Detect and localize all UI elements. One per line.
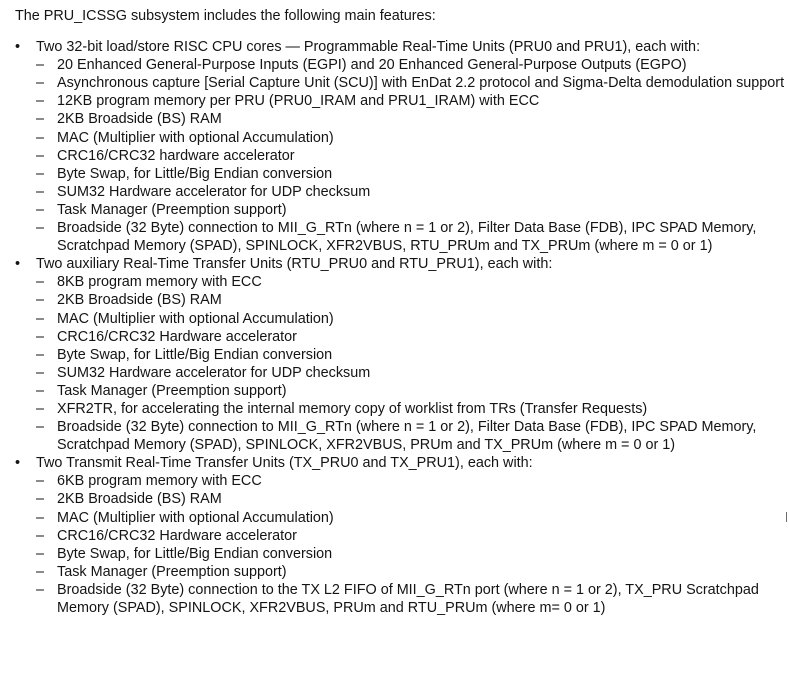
dash-marker: – [36,364,45,381]
dash-marker: – [36,111,45,128]
dash-marker: – [36,147,45,164]
dash-marker: – [36,292,45,309]
dash-marker: – [36,581,45,598]
list-item-text: Task Manager (Preemption support) [57,201,287,218]
dash-marker: – [36,509,45,526]
list-item [15,527,785,545]
dash-marker: – [36,328,45,345]
list-item [15,219,785,255]
bullet-marker: • [15,256,21,273]
list-item [15,110,785,128]
list-item [15,328,785,346]
list-item-text: SUM32 Hardware accelerator for UDP checksum [57,364,371,381]
list-item [15,92,785,110]
dash-marker: – [36,57,45,74]
dash-marker: – [36,310,45,327]
dash-marker: – [36,545,45,562]
list-item-text: Broadside (32 Byte) connection to MII_G_RTn (where n = 1 or 2), Filter Data Base (FDB), IPC SPAD Memory, Scratchpad Memory (SPAD), SPINLOCK, XFR2VBUS, RTU_PRUm and TX_PRUm (where m = 0 or 1) [57,220,757,255]
list-item-text: 20 Enhanced General-Purpose Inputs (EGPI) and 20 Enhanced General-Purpose Outputs (EGPO) [57,57,687,74]
feature-sublist [15,273,785,454]
dash-marker: – [36,563,45,580]
list-item [15,400,785,418]
feature-sublist [15,56,785,255]
list-item-text: XFR2TR, for accelerating the internal memory copy of worklist from TRs (Transfer Requests) [57,400,648,417]
list-item [15,165,785,183]
intro-paragraph: The PRU_ICSSG subsystem includes the following main features: [15,8,436,24]
dash-marker: – [36,346,45,363]
dash-marker: – [36,93,45,110]
list-item-text: Byte Swap, for Little/Big Endian conversion [57,165,333,182]
list-item-text: CRC16/CRC32 Hardware accelerator [57,527,297,544]
list-item [15,545,785,563]
list-item-text: MAC (Multiplier with optional Accumulation) [57,509,334,526]
list-item [15,490,785,508]
list-item-text: Byte Swap, for Little/Big Endian conversion [57,545,333,562]
list-item [15,382,785,400]
list-item [15,147,785,165]
feature-list [15,38,785,617]
list-item [15,56,785,74]
list-item-text: 6KB program memory with ECC [57,473,262,490]
list-item-text: SUM32 Hardware accelerator for UDP checksum [57,183,371,200]
list-item-text: Byte Swap, for Little/Big Endian conversion [57,346,333,363]
feature-group [15,255,785,454]
list-item-text: Task Manager (Preemption support) [57,563,287,580]
list-item [15,346,785,364]
feature-group [15,38,785,255]
list-item [15,201,785,219]
list-item-text: MAC (Multiplier with optional Accumulation) [57,129,334,146]
list-item [15,310,785,328]
list-item [15,509,785,527]
dash-marker: – [36,527,45,544]
page-edge-mark [786,512,787,522]
feature-group-heading [15,255,785,273]
list-item-text: 12KB program memory per PRU (PRU0_IRAM and PRU1_IRAM) with ECC [57,93,540,110]
feature-sublist [15,472,785,617]
list-item [15,183,785,201]
document-body [15,7,785,617]
feature-group-label: Two auxiliary Real-Time Transfer Units (RTU_PRU0 and RTU_PRU1), each with: [36,256,553,273]
list-item-text: 2KB Broadside (BS) RAM [57,491,222,508]
feature-group-heading [15,38,785,56]
dash-marker: – [36,129,45,146]
list-item-text: MAC (Multiplier with optional Accumulation) [57,310,334,327]
feature-group [15,454,785,617]
bullet-marker: • [15,39,21,56]
feature-group-label: Two Transmit Real-Time Transfer Units (TX_PRU0 and TX_PRU1), each with: [36,455,533,472]
dash-marker: – [36,183,45,200]
list-item-text: 2KB Broadside (BS) RAM [57,292,222,309]
dash-marker: – [36,491,45,508]
dash-marker: – [36,473,45,490]
bullet-marker: • [15,455,21,472]
list-item [15,581,785,617]
list-item-text: Asynchronous capture [Serial Capture Unit (SCU)] with EnDat 2.2 protocol and Sigma-Delta demodulation support [57,75,785,92]
list-item [15,418,785,454]
dash-marker: – [36,75,45,92]
list-item [15,273,785,291]
dash-marker: – [36,400,45,417]
dash-marker: – [36,274,45,291]
dash-marker: – [36,220,45,237]
list-item [15,129,785,147]
list-item-text: CRC16/CRC32 Hardware accelerator [57,328,297,345]
list-item [15,563,785,581]
list-item-text: Broadside (32 Byte) connection to MII_G_RTn (where n = 1 or 2), Filter Data Base (FDB), IPC SPAD Memory, Scratchpad Memory (SPAD), SPINLOCK, XFR2VBUS, PRUm and TX_PRUm (where m = 0 or 1) [57,419,757,454]
list-item [15,472,785,490]
dash-marker: – [36,419,45,436]
dash-marker: – [36,382,45,399]
list-item-text: 8KB program memory with ECC [57,274,262,291]
list-item-text: Task Manager (Preemption support) [57,382,287,399]
list-item [15,364,785,382]
feature-group-label: Two 32-bit load/store RISC CPU cores — Programmable Real-Time Units (PRU0 and PRU1), each with: [36,39,701,56]
feature-group-heading [15,454,785,472]
list-item-text: CRC16/CRC32 hardware accelerator [57,147,295,164]
list-item [15,74,785,92]
dash-marker: – [36,165,45,182]
list-item [15,291,785,309]
list-item-text: Broadside (32 Byte) connection to the TX L2 FIFO of MII_G_RTn port (where n = 1 or 2), TX_PRU Scratchpad Memory (SPAD), SPINLOCK, XFR2VBUS, PRUm and RTU_PRUm (where m= 0 or 1) [57,581,759,616]
dash-marker: – [36,201,45,218]
list-item-text: 2KB Broadside (BS) RAM [57,111,222,128]
